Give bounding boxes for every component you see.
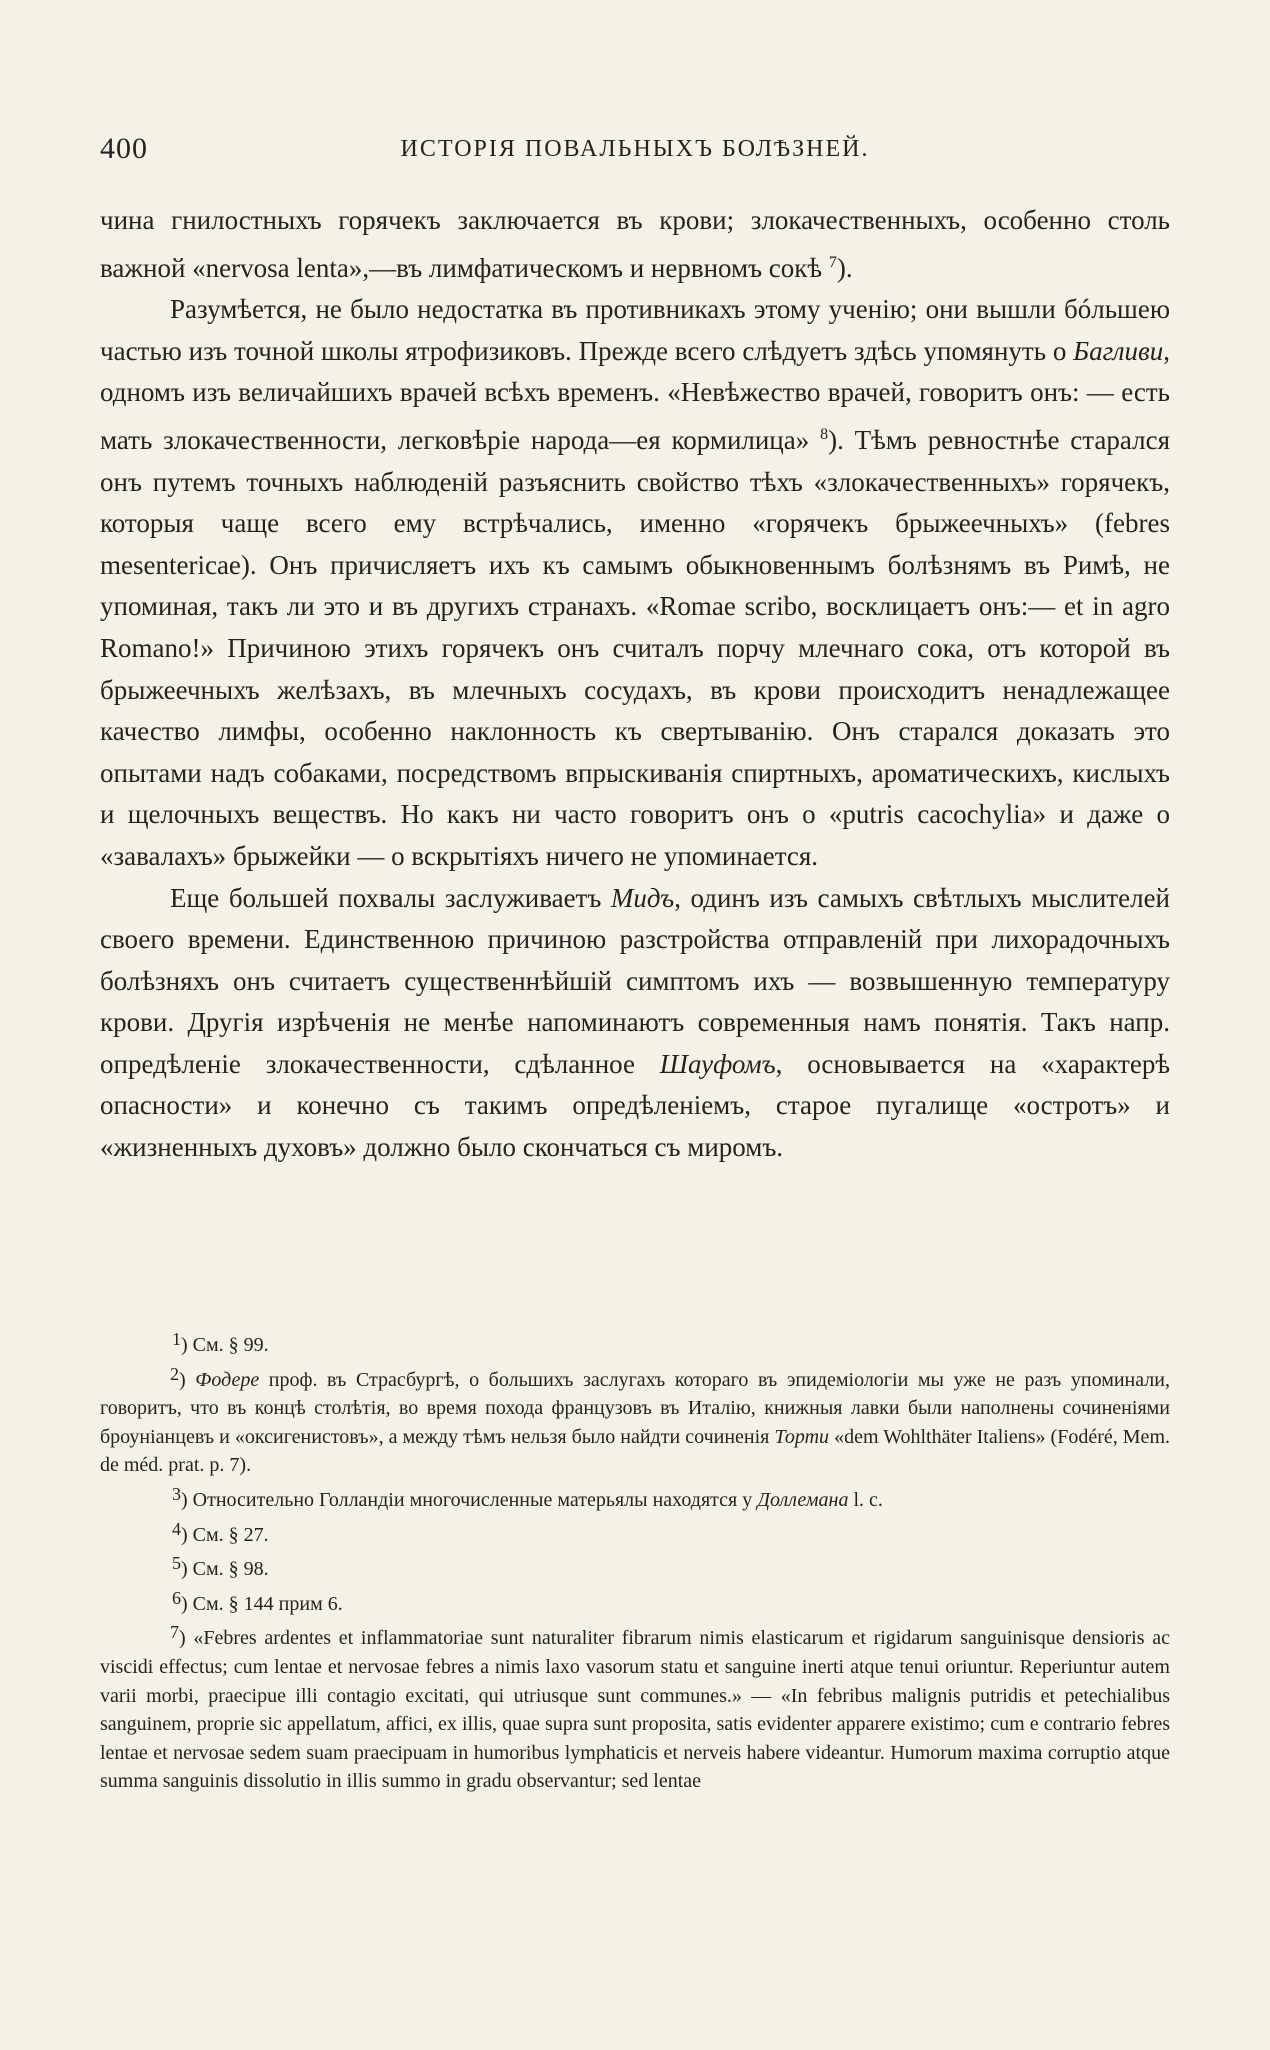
author-name: Шауфомъ bbox=[659, 1048, 776, 1079]
body-text bbox=[100, 200, 1170, 1169]
author-name: Мидъ bbox=[610, 882, 675, 913]
running-title: ИСТОРІЯ ПОВАЛЬНЫХЪ БОЛѢЗНЕЙ. bbox=[400, 136, 870, 162]
footnote-5: 5) См. § 98. bbox=[172, 1553, 269, 1581]
footnote-6: 6) См. § 144 прим 6. bbox=[172, 1587, 343, 1615]
paragraph-2: Разумѣется, не было недостатка въ противникахъ этому ученію; они вышли бóльшею частью изъ точной школы ятрофизиковъ. Прежде всего слѣдуетъ здѣсь упомянуть о Багливи, одномъ изъ величайшихъ врачей всѣхъ временъ. «Невѣжество врачей, говоритъ онъ: — есть мать злокачественности, легковѣріе народа—ея кормилица» $^8$). Тѣмъ ревностнѣе старался онъ путемъ точныхъ наблюденій разъяснить свойство тѣхъ «злокачественныхъ» горячекъ, которыя чаще всего ему встрѣчались, именно «горячекъ брыжеечныхъ» (febres mesentericae). Онъ причисляетъ ихъ къ самымъ обыкновеннымъ болѣзнямъ въ Римѣ, не упоминая, такъ ли это и въ другихъ странахъ. «Romae scribo, восклицаетъ онъ:— et in agro Romano!» Причиною этихъ горячекъ онъ считалъ порчу млечнаго сока, отъ которой въ брыжеечныхъ желѣзахъ, въ млечныхъ сосудахъ, въ крови происходитъ ненадлежащее качество лимфы, особенно наклонность къ свертыванію. Онъ старался доказать это опытами надъ собаками, посредствомъ впрыскиванія спиртныхъ, ароматическихъ, кислыхъ и щелочныхъ веществъ. Но какъ ни часто говоритъ онъ о «putris cacochylia» и даже о «завалахъ» брыжейки — о вскрытіяхъ ничего не упоминается. bbox=[100, 294, 1170, 871]
footnote-3: 3) Относительно Голландіи многочисленные матерьялы находятся у Доллемана l. c. bbox=[172, 1483, 883, 1511]
page-number: 400 bbox=[100, 132, 148, 165]
footnote-1: 1) См. § 99. bbox=[172, 1329, 269, 1356]
page-header bbox=[100, 132, 1170, 172]
footnote-ref-8: 8 bbox=[820, 425, 829, 443]
paragraph-3: Еще большей похвалы заслуживаетъ Мидъ, одинъ изъ самыхъ свѣтлыхъ мыслителей своего времени. Единственною причиною разстройства отправленій при лихорадочныхъ болѣзняхъ онъ считаетъ существеннѣйшій симптомъ ихъ — возвышенную температуру крови. Другія изрѣченія не менѣе напоминаютъ современныя намъ понятія. Такъ напр. опредѣленіе злокачественности, сдѣланное Шауфомъ, основывается на «характерѣ опасности» и конечно съ такимъ опредѣленіемъ, старое пугалище «остротъ» и «жизненныхъ духовъ» должно было скончаться съ миромъ. bbox=[100, 882, 1171, 1163]
footnote-7: 7) «Febres ardentes et inflammatoriae sunt naturaliter fibrarum nimis elasticarum et rigidarum sanguinisque densioris ac viscidi effectus; cum lentae et nervosae febres a nimis laxo vasorum statu et sanguine inerti atque tenui oriuntur. Reperiuntur autem varii morbi, praecipue illi contagio excitati, qui utriusque sunt communes.» — «In febribus malignis putridis et petechialibus sanguinem, proprie sic appellatum, affici, ex illis, quae supra sunt proposita, satis evidenter apparere existimo; cum e contrario febres lentae et nervosae sedem suam praecipuam in humoribus lymphaticis et nerveis habere videantur. Humorum maxima corruptio atque summa sanguinis dissolutio in illis summo in gradu observantur; sed lentae bbox=[100, 1622, 1170, 1793]
footnote-4: 4) См. § 27. bbox=[172, 1518, 269, 1546]
paragraph-1: чина гнилостныхъ горячекъ заключается въ крови; злокачественныхъ, особенно столь важной «nervosa lenta»,—въ лимфатическомъ и нервномъ сокѣ $^7$). bbox=[100, 205, 1170, 283]
footnotes bbox=[100, 1325, 1170, 1796]
footnote-2: 2) Фодере проф. въ Страсбургѣ, о большихъ заслугахъ котораго въ эпидеміологіи мы уже не разъ упоминали, говоритъ, что въ концѣ столѣтія, во время похода французовъ въ Италію, книжныя лавки были наполнены сочиненіями броуніанцевъ и «оксигенистовъ», а между тѣмъ нельзя было найдти сочиненія Торти «dem Wohlthäter Italiens» (Fodéré, Mem. de méd. prat. p. 7). bbox=[100, 1363, 1170, 1477]
footnote-ref-7: 7 bbox=[828, 253, 837, 271]
author-name: Багливи bbox=[1073, 335, 1164, 366]
